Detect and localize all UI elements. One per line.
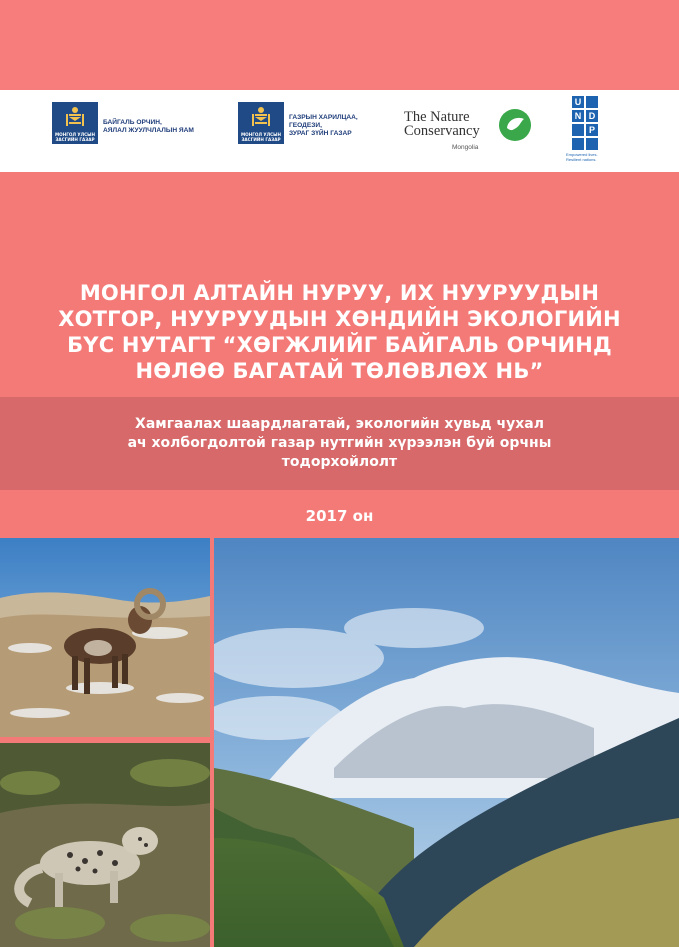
tnc-leaf-icon bbox=[498, 108, 532, 142]
ministry-environment-logo bbox=[52, 102, 194, 144]
tnc-name: The Nature Conservancy bbox=[404, 109, 480, 139]
top-color-band bbox=[0, 0, 679, 90]
ministry-environment-name: БАЙГАЛЬ ОРЧИН, АЯЛАЛ ЖУУЛЧЛАЛЫН ЯАМ bbox=[103, 119, 194, 134]
snow-leopard-photo bbox=[0, 743, 210, 947]
emblem-caption: МОНГОЛ УЛСЫН ЗАСГИЙН ГАЗАР bbox=[240, 132, 282, 142]
land-agency-name: ГАЗРЫН ХАРИЛЦАА, ГЕОДЕЗИ, ЗУРАГ ЗҮЙН ГАЗАР bbox=[289, 114, 358, 137]
undp-cell bbox=[571, 123, 585, 137]
soyombo-emblem-icon bbox=[238, 102, 284, 144]
tnc-logo bbox=[404, 106, 544, 156]
undp-letter: P bbox=[585, 123, 599, 137]
emblem-caption: МОНГОЛ УЛСЫН ЗАСГИЙН ГАЗАР bbox=[54, 132, 96, 142]
undp-letter: D bbox=[585, 109, 599, 123]
undp-letter: N bbox=[571, 109, 585, 123]
undp-cell bbox=[585, 95, 599, 109]
undp-cell bbox=[571, 137, 585, 151]
land-agency-logo bbox=[238, 102, 358, 144]
logo-strip bbox=[0, 90, 679, 172]
document-subtitle: Хамгаалах шаардлагатай, экологийн хувьд чухал ач холбогдолтой газар нутгийн хүрээлэн буй орчны тодорхойлолт bbox=[127, 416, 552, 470]
undp-cell bbox=[585, 137, 599, 151]
argali-sheep-photo bbox=[0, 538, 210, 737]
altai-mountain-photo bbox=[214, 538, 679, 947]
soyombo-emblem-icon bbox=[52, 102, 98, 144]
tnc-sub: Mongolia bbox=[452, 144, 479, 151]
document-title: МОНГОЛ АЛТАЙН НУРУУ, ИХ НУУРУУДЫН ХОТГОР, НУУРУУДЫН ХӨНДИЙН ЭКОЛОГИЙН БҮС НУТАГТ “ХӨГЖЛИЙГ БАЙГАЛЬ ОРЧИНД НӨЛӨӨ БАГАТАЙ ТӨЛӨВЛӨХ НЬ” bbox=[58, 281, 621, 383]
publication-year: 2017 он bbox=[305, 507, 374, 525]
undp-logo bbox=[566, 95, 606, 165]
subtitle-band bbox=[0, 397, 679, 490]
undp-letter: U bbox=[571, 95, 585, 109]
undp-tagline: Empowered lives. Resilient nations. bbox=[566, 152, 598, 162]
